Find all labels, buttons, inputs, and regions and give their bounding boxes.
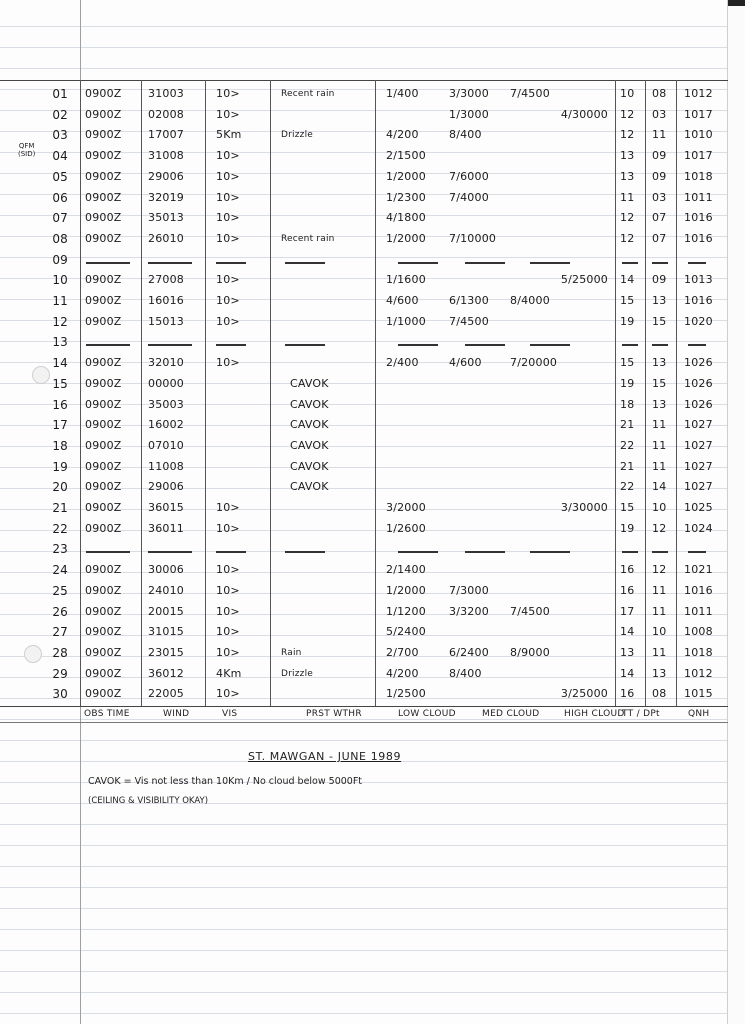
row-qnh: 1011 <box>684 191 713 204</box>
row-tt: 16 <box>620 563 635 576</box>
row-low: 2/1500 <box>386 149 426 162</box>
row-low: 1/2000 <box>386 584 426 597</box>
blank-dash <box>622 262 638 264</box>
row-wind: 02008 <box>148 108 184 121</box>
col-divider <box>80 80 81 706</box>
row-vis: 10> <box>216 294 240 307</box>
row-dp: 12 <box>652 563 667 576</box>
row-dp: 12 <box>652 522 667 535</box>
row-day: 14 <box>52 356 68 370</box>
corner-mark <box>728 0 745 6</box>
row-qnh: 1025 <box>684 501 713 514</box>
row-wx: CAVOK <box>290 418 329 431</box>
row-wind: 31008 <box>148 149 184 162</box>
row-med2: 7/4500 <box>510 605 550 618</box>
row-med: 6/2400 <box>449 646 489 659</box>
blank-dash <box>688 551 706 553</box>
row-day: 04 <box>52 149 68 163</box>
row-qnh: 1018 <box>684 170 713 183</box>
row-tt: 15 <box>620 356 635 369</box>
row-tt: 19 <box>620 377 635 390</box>
row-time: 0900Z <box>85 501 122 514</box>
cavok-note-sub: (CEILING & VISIBILITY OKAY) <box>88 796 209 806</box>
row-time: 0900Z <box>85 398 122 411</box>
blank-dash <box>465 344 505 346</box>
blank-dash <box>285 344 325 346</box>
row-day: 10 <box>52 273 68 287</box>
row-time: 0900Z <box>85 667 122 680</box>
row-wind: 36012 <box>148 667 184 680</box>
row-dp: 13 <box>652 667 667 680</box>
row-day: 09 <box>52 253 68 267</box>
row-vis: 4Km <box>216 667 242 680</box>
row-tt: 15 <box>620 294 635 307</box>
row-day: 23 <box>52 542 68 556</box>
row-time: 0900Z <box>85 170 122 183</box>
row-med: 8/400 <box>449 128 482 141</box>
row-qnh: 1012 <box>684 87 713 100</box>
row-vis: 10> <box>216 584 240 597</box>
row-time: 0900Z <box>85 315 122 328</box>
row-med: 1/3000 <box>449 108 489 121</box>
row-tt: 13 <box>620 170 635 183</box>
row-vis: 10> <box>216 646 240 659</box>
row-med2: 8/9000 <box>510 646 550 659</box>
row-qnh: 1027 <box>684 439 713 452</box>
row-dp: 11 <box>652 418 667 431</box>
blank-dash <box>148 344 192 346</box>
row-high: 4/30000 <box>560 108 608 121</box>
row-qnh: 1010 <box>684 128 713 141</box>
row-day: 08 <box>52 232 68 246</box>
row-vis: 10> <box>216 605 240 618</box>
row-qnh: 1016 <box>684 584 713 597</box>
row-time: 0900Z <box>85 563 122 576</box>
row-qnh: 1021 <box>684 563 713 576</box>
row-tt: 18 <box>620 398 635 411</box>
row-low: 1/400 <box>386 87 419 100</box>
row-day: 24 <box>52 563 68 577</box>
row-time: 0900Z <box>85 128 122 141</box>
row-high: 5/25000 <box>560 273 608 286</box>
row-wind: 23015 <box>148 646 184 659</box>
row-dp: 11 <box>652 128 667 141</box>
row-med: 6/1300 <box>449 294 489 307</box>
row-time: 0900Z <box>85 646 122 659</box>
row-med: 4/600 <box>449 356 482 369</box>
row-vis: 10> <box>216 87 240 100</box>
row-dp: 09 <box>652 149 667 162</box>
blank-dash <box>530 344 570 346</box>
row-wind: 26010 <box>148 232 184 245</box>
row-day: 13 <box>52 335 68 349</box>
footer-vis: VIS <box>222 709 238 719</box>
row-dp: 14 <box>652 480 667 493</box>
row-vis: 10> <box>216 501 240 514</box>
footer-obs-time: OBS TIME <box>84 709 130 719</box>
row-wind: 16016 <box>148 294 184 307</box>
row-qnh: 1018 <box>684 646 713 659</box>
row-wind: 29006 <box>148 170 184 183</box>
row-time: 0900Z <box>85 191 122 204</box>
row-vis: 10> <box>216 191 240 204</box>
footer-rule <box>0 722 728 723</box>
qfm-mark <box>18 142 35 158</box>
row-qnh: 1020 <box>684 315 713 328</box>
row-tt: 22 <box>620 439 635 452</box>
blank-dash <box>398 262 438 264</box>
col-divider <box>205 80 206 706</box>
row-wind: 35013 <box>148 211 184 224</box>
row-qnh: 1026 <box>684 377 713 390</box>
blank-dash <box>688 344 706 346</box>
row-day: 30 <box>52 687 68 701</box>
row-wind: 07010 <box>148 439 184 452</box>
row-high: 3/30000 <box>560 501 608 514</box>
row-qnh: 1026 <box>684 398 713 411</box>
sheet-title: ST. MAWGAN - JUNE 1989 <box>248 750 402 763</box>
row-dp: 07 <box>652 211 667 224</box>
row-time: 0900Z <box>85 418 122 431</box>
row-qnh: 1017 <box>684 149 713 162</box>
row-day: 05 <box>52 170 68 184</box>
row-time: 0900Z <box>85 687 122 700</box>
row-wx: Drizzle <box>281 130 314 140</box>
row-dp: 07 <box>652 232 667 245</box>
row-vis: 10> <box>216 522 240 535</box>
row-time: 0900Z <box>85 480 122 493</box>
qfm-sub-label: (SID) <box>18 150 36 158</box>
row-dp: 11 <box>652 584 667 597</box>
row-qnh: 1027 <box>684 418 713 431</box>
row-time: 0900Z <box>85 605 122 618</box>
row-med2: 8/4000 <box>510 294 550 307</box>
row-wind: 27008 <box>148 273 184 286</box>
row-dp: 09 <box>652 170 667 183</box>
row-low: 1/2000 <box>386 170 426 183</box>
row-tt: 19 <box>620 315 635 328</box>
row-wind: 36011 <box>148 522 184 535</box>
row-wind: 32010 <box>148 356 184 369</box>
row-vis: 10> <box>216 273 240 286</box>
row-dp: 03 <box>652 108 667 121</box>
row-med2: 7/20000 <box>510 356 558 369</box>
row-tt: 13 <box>620 646 635 659</box>
row-high: 3/25000 <box>560 687 608 700</box>
row-tt: 12 <box>620 232 635 245</box>
row-qnh: 1016 <box>684 232 713 245</box>
row-vis: 10> <box>216 149 240 162</box>
row-wind: 17007 <box>148 128 184 141</box>
row-day: 27 <box>52 625 68 639</box>
row-low: 1/2000 <box>386 232 426 245</box>
blank-dash <box>530 551 570 553</box>
row-low: 1/1000 <box>386 315 426 328</box>
row-wind: 30006 <box>148 563 184 576</box>
row-day: 25 <box>52 584 68 598</box>
row-day: 18 <box>52 439 68 453</box>
row-qnh: 1016 <box>684 211 713 224</box>
row-med: 8/400 <box>449 667 482 680</box>
row-tt: 12 <box>620 108 635 121</box>
row-wind: 16002 <box>148 418 184 431</box>
row-dp: 08 <box>652 87 667 100</box>
row-med: 7/4000 <box>449 191 489 204</box>
footer-med-cloud: MED CLOUD <box>482 709 540 719</box>
row-low: 2/700 <box>386 646 419 659</box>
table-top-rule <box>0 80 728 81</box>
row-dp: 03 <box>652 191 667 204</box>
row-dp: 09 <box>652 273 667 286</box>
row-low: 4/600 <box>386 294 419 307</box>
blank-dash <box>398 344 438 346</box>
blank-dash <box>652 344 668 346</box>
row-wx: Drizzle <box>281 669 314 679</box>
blank-dash <box>530 262 570 264</box>
row-wind: 35003 <box>148 398 184 411</box>
blank-dash <box>216 344 246 346</box>
row-day: 17 <box>52 418 68 432</box>
row-tt: 10 <box>620 87 635 100</box>
row-low: 4/200 <box>386 128 419 141</box>
row-qnh: 1024 <box>684 522 713 535</box>
row-qnh: 1012 <box>684 667 713 680</box>
row-time: 0900Z <box>85 522 122 535</box>
blank-dash <box>148 262 192 264</box>
row-time: 0900Z <box>85 273 122 286</box>
row-tt: 19 <box>620 522 635 535</box>
row-tt: 14 <box>620 667 635 680</box>
blank-dash <box>216 262 246 264</box>
row-wind: 36015 <box>148 501 184 514</box>
blank-dash <box>622 344 638 346</box>
row-day: 16 <box>52 398 68 412</box>
row-low: 1/1200 <box>386 605 426 618</box>
row-dp: 11 <box>652 646 667 659</box>
row-low: 1/1600 <box>386 273 426 286</box>
row-tt: 22 <box>620 480 635 493</box>
row-vis: 10> <box>216 211 240 224</box>
row-dp: 13 <box>652 356 667 369</box>
blank-dash <box>652 551 668 553</box>
blank-dash <box>148 551 192 553</box>
row-qnh: 1027 <box>684 460 713 473</box>
row-tt: 15 <box>620 501 635 514</box>
row-day: 01 <box>52 87 68 101</box>
col-divider <box>615 80 616 706</box>
table-bottom-rule <box>0 706 728 707</box>
row-qnh: 1011 <box>684 605 713 618</box>
row-low: 4/200 <box>386 667 419 680</box>
row-day: 07 <box>52 211 68 225</box>
row-tt: 16 <box>620 687 635 700</box>
row-dp: 10 <box>652 501 667 514</box>
row-qnh: 1015 <box>684 687 713 700</box>
blank-dash <box>285 551 325 553</box>
row-tt: 12 <box>620 128 635 141</box>
col-divider <box>141 80 142 706</box>
row-dp: 08 <box>652 687 667 700</box>
blank-dash <box>652 262 668 264</box>
row-dp: 11 <box>652 605 667 618</box>
row-day: 03 <box>52 128 68 142</box>
row-med: 3/3000 <box>449 87 489 100</box>
row-dp: 11 <box>652 460 667 473</box>
row-day: 22 <box>52 522 68 536</box>
row-day: 29 <box>52 667 68 681</box>
row-wind: 11008 <box>148 460 184 473</box>
footer-low-cloud: LOW CLOUD <box>398 709 456 719</box>
row-low: 5/2400 <box>386 625 426 638</box>
row-dp: 10 <box>652 625 667 638</box>
row-dp: 15 <box>652 315 667 328</box>
row-wind: 32019 <box>148 191 184 204</box>
row-day: 20 <box>52 480 68 494</box>
row-qnh: 1026 <box>684 356 713 369</box>
row-day: 21 <box>52 501 68 515</box>
row-wx: CAVOK <box>290 460 329 473</box>
col-divider <box>270 80 271 706</box>
row-day: 02 <box>52 108 68 122</box>
row-qnh: 1017 <box>684 108 713 121</box>
row-vis: 10> <box>216 232 240 245</box>
row-med: 3/3200 <box>449 605 489 618</box>
row-day: 19 <box>52 460 68 474</box>
row-vis: 10> <box>216 170 240 183</box>
row-med: 7/3000 <box>449 584 489 597</box>
row-low: 1/2600 <box>386 522 426 535</box>
row-tt: 21 <box>620 460 635 473</box>
row-low: 4/1800 <box>386 211 426 224</box>
footer-qnh: QNH <box>688 709 710 719</box>
blank-dash <box>688 262 706 264</box>
col-divider <box>375 80 376 706</box>
row-qnh: 1008 <box>684 625 713 638</box>
row-med: 7/4500 <box>449 315 489 328</box>
sheet-edge <box>727 0 728 1024</box>
col-divider <box>676 80 677 706</box>
row-time: 0900Z <box>85 211 122 224</box>
row-wind: 22005 <box>148 687 184 700</box>
row-wx: CAVOK <box>290 398 329 411</box>
row-day: 26 <box>52 605 68 619</box>
row-wind: 24010 <box>148 584 184 597</box>
row-low: 1/2500 <box>386 687 426 700</box>
row-wx: CAVOK <box>290 377 329 390</box>
row-med: 7/6000 <box>449 170 489 183</box>
row-tt: 16 <box>620 584 635 597</box>
row-tt: 17 <box>620 605 635 618</box>
blank-dash <box>465 551 505 553</box>
row-vis: 10> <box>216 108 240 121</box>
row-day: 12 <box>52 315 68 329</box>
row-dp: 11 <box>652 439 667 452</box>
blank-dash <box>622 551 638 553</box>
row-low: 2/1400 <box>386 563 426 576</box>
row-qnh: 1027 <box>684 480 713 493</box>
row-time: 0900Z <box>85 294 122 307</box>
row-time: 0900Z <box>85 460 122 473</box>
row-vis: 10> <box>216 315 240 328</box>
col-divider <box>645 80 646 706</box>
row-med2: 7/4500 <box>510 87 550 100</box>
row-time: 0900Z <box>85 108 122 121</box>
row-low: 1/2300 <box>386 191 426 204</box>
row-day: 06 <box>52 191 68 205</box>
row-vis: 10> <box>216 687 240 700</box>
row-qnh: 1016 <box>684 294 713 307</box>
row-vis: 10> <box>216 563 240 576</box>
row-med: 7/10000 <box>449 232 497 245</box>
row-wx: Recent rain <box>281 89 335 99</box>
row-wind: 20015 <box>148 605 184 618</box>
row-wx: Recent rain <box>281 234 335 244</box>
blank-dash <box>398 551 438 553</box>
cavok-note: CAVOK = Vis not less than 10Km / No cloud below 5000Ft <box>88 776 363 787</box>
row-tt: 11 <box>620 191 635 204</box>
row-tt: 14 <box>620 625 635 638</box>
row-wind: 29006 <box>148 480 184 493</box>
row-time: 0900Z <box>85 377 122 390</box>
row-wx: Rain <box>281 648 302 658</box>
blank-dash <box>86 344 130 346</box>
blank-dash <box>86 551 130 553</box>
row-wind: 15013 <box>148 315 184 328</box>
row-day: 28 <box>52 646 68 660</box>
row-time: 0900Z <box>85 625 122 638</box>
row-low: 2/400 <box>386 356 419 369</box>
row-vis: 10> <box>216 625 240 638</box>
row-tt: 12 <box>620 211 635 224</box>
blank-dash <box>285 262 325 264</box>
row-wx: CAVOK <box>290 439 329 452</box>
row-tt: 14 <box>620 273 635 286</box>
row-qnh: 1013 <box>684 273 713 286</box>
row-tt: 13 <box>620 149 635 162</box>
row-day: 11 <box>52 294 68 308</box>
row-wind: 31003 <box>148 87 184 100</box>
row-vis: 10> <box>216 356 240 369</box>
row-tt: 21 <box>620 418 635 431</box>
row-time: 0900Z <box>85 356 122 369</box>
row-wind: 00000 <box>148 377 184 390</box>
footer-tt-dpt: TT / DPt <box>622 709 660 719</box>
row-time: 0900Z <box>85 149 122 162</box>
footer-wind: WIND <box>163 709 190 719</box>
blank-dash <box>86 262 130 264</box>
row-time: 0900Z <box>85 87 122 100</box>
row-day: 15 <box>52 377 68 391</box>
row-dp: 15 <box>652 377 667 390</box>
row-dp: 13 <box>652 294 667 307</box>
row-dp: 13 <box>652 398 667 411</box>
row-wx: CAVOK <box>290 480 329 493</box>
row-vis: 5Km <box>216 128 242 141</box>
row-time: 0900Z <box>85 232 122 245</box>
row-wind: 31015 <box>148 625 184 638</box>
blank-dash <box>465 262 505 264</box>
row-time: 0900Z <box>85 584 122 597</box>
footer-high-cloud: HIGH CLOUD <box>564 709 625 719</box>
row-low: 3/2000 <box>386 501 426 514</box>
footer-prst-wthr: PRST WTHR <box>306 709 362 719</box>
blank-dash <box>216 551 246 553</box>
qfm-label: QFM <box>18 142 35 150</box>
row-time: 0900Z <box>85 439 122 452</box>
